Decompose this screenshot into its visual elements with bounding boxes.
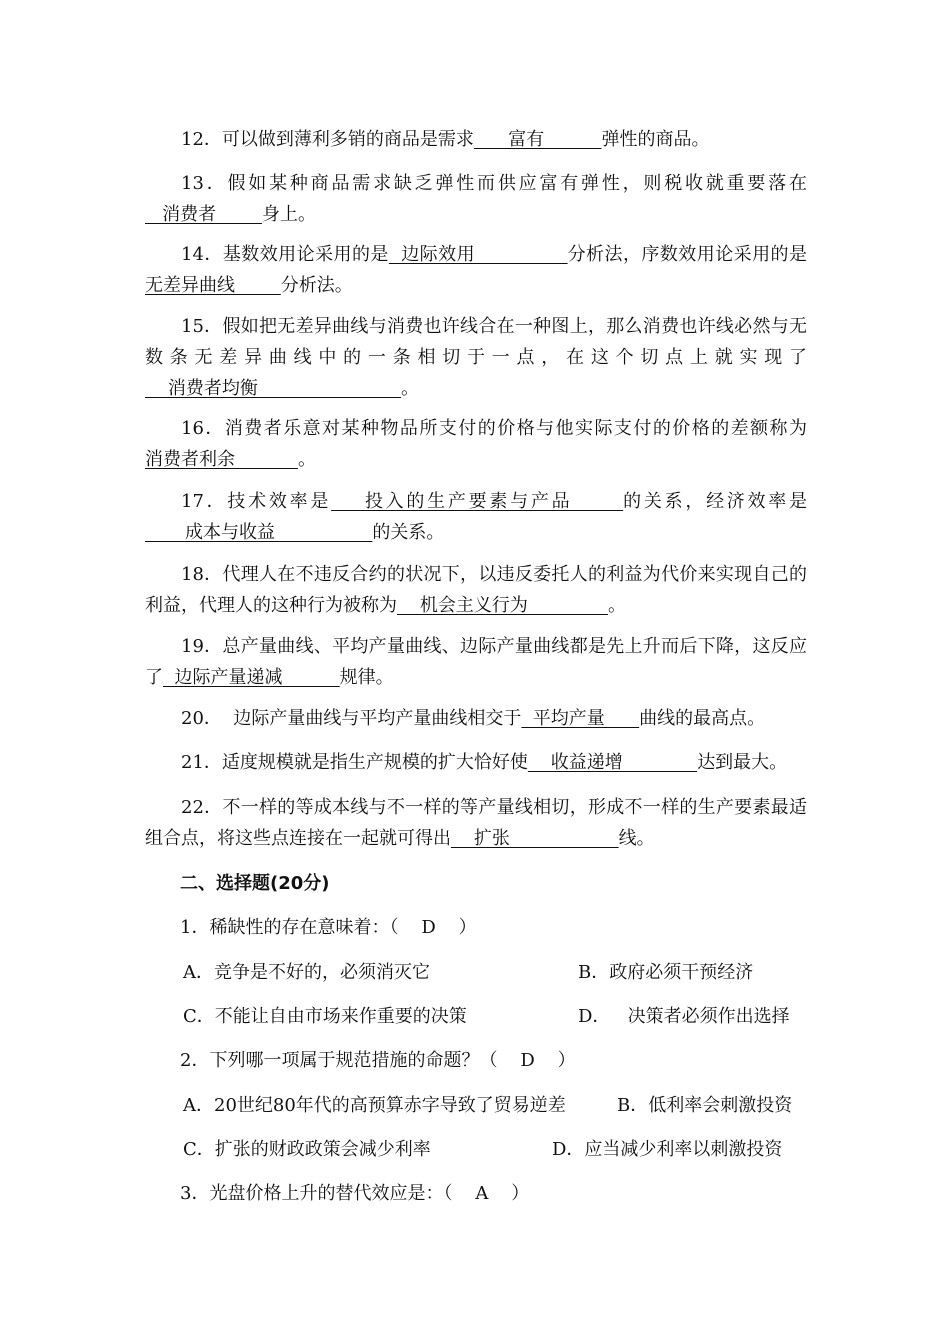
question-number: 19． [181, 636, 223, 657]
question-text: 弹性的商品。 [601, 129, 710, 150]
fill-in-question-19 [145, 631, 807, 693]
option-d: D． 决策者必须作出选择 [578, 1006, 790, 1027]
answer-blank: 消费者均衡 [145, 378, 401, 399]
question-text: 身上。 [261, 204, 316, 225]
answer-blank: 富有 [473, 129, 602, 150]
question-number: 16． [181, 418, 225, 439]
answer-blank: 消费者 [145, 204, 262, 225]
question-text: 假如把无差异曲线与消费也许线合在一种图上，那么消费也许线必然与无数条无差异曲线中的一条相切于一点，在这个切点上就实现了 [145, 316, 808, 368]
fill-in-question-18 [145, 559, 807, 621]
fill-in-question-20 [145, 703, 807, 734]
question-text: 不一样的等成本线与不一样的等产量线相切，形成不一样的生产要素最适组合点，将这些点连接在一起就可得出 [145, 797, 808, 849]
fill-in-question-13 [145, 168, 807, 230]
answer-blank: 成本与收益 [145, 522, 373, 543]
question-text: 的关系。 [372, 522, 445, 543]
answer-blank: 消费者利余 [145, 449, 298, 470]
answer-blank: 扩张 [451, 828, 619, 849]
question-number: 17． [181, 491, 228, 512]
answer-blank: 机会主义行为 [397, 595, 608, 616]
option-a: A．20世纪80年代的高预算赤字导致了贸易逆差 [183, 1095, 566, 1116]
answer-blank: 无差异曲线 [145, 275, 281, 296]
question-text: 分析法，序数效用论采用的是 [567, 244, 808, 265]
question-text: 可以做到薄利多销的商品是需求 [221, 129, 474, 150]
option-c: C．扩张的财政政策会减少利率 [183, 1139, 431, 1160]
answer-blank: 平均产量 [521, 708, 640, 729]
option-c: C．不能让自由市场来作重要的决策 [183, 1006, 467, 1027]
fill-in-question-22 [145, 792, 807, 854]
question-number: 14． [181, 244, 223, 265]
question-text: 适度规模就是指生产规模的扩大恰好使 [221, 752, 528, 773]
fill-in-question-21 [145, 747, 807, 778]
question-number: 18． [181, 564, 223, 585]
question-text: 总产量曲线、平均产量曲线、边际产量曲线都是先上升而后下降，这反应了 [145, 636, 808, 688]
answer-blank: 边际产量递减 [163, 667, 340, 688]
question-text: 的关系，经济效率是 [623, 491, 808, 512]
section-heading: 二、选择题(20分) [180, 873, 330, 894]
fill-in-question-12 [145, 124, 807, 155]
question-text: 。 [608, 595, 626, 616]
option-b: B．政府必须干预经济 [578, 962, 754, 983]
question-text: 达到最大。 [697, 752, 788, 773]
question-number: 22． [181, 797, 223, 818]
option-d: D．应当减少利率以刺激投资 [552, 1139, 783, 1160]
question-text: 基数效用论采用的是 [222, 244, 389, 265]
choice-question-2: 2．下列哪一项属于规范措施的命题？（ D ） [180, 1050, 576, 1071]
question-text: 假如某种商品需求缺乏弹性而供应富有弹性，则税收就重要落在 [227, 173, 807, 194]
fill-in-question-14 [145, 239, 807, 301]
answer-blank: 收益递增 [527, 752, 698, 773]
choice-question-1: 1．稀缺性的存在意味着：（ D ） [180, 917, 477, 938]
question-number: 15． [181, 316, 223, 337]
answer-blank: 投入的生产要素与产品 [331, 491, 624, 512]
question-number: 21． [181, 752, 222, 773]
option-a: A．竞争是不好的，必须消灭它 [183, 962, 430, 983]
question-text: 代理人在不违反合约的状况下，以违反委托人的利益为代价来实现自己的利益，代理人的这种行为被称为 [145, 564, 808, 616]
question-text: 消费者乐意对某种物品所支付的价格与他实际支付的价格的差额称为 [224, 418, 808, 439]
option-b: B．低利率会刺激投资 [617, 1095, 793, 1116]
fill-in-question-15 [145, 311, 807, 404]
question-text: 线。 [618, 828, 655, 849]
question-number: 12． [181, 129, 222, 150]
fill-in-question-16 [145, 413, 807, 475]
question-number: 13． [181, 173, 228, 194]
fill-in-question-17 [145, 486, 807, 548]
answer-blank: 边际效用 [388, 244, 568, 265]
choice-question-3: 3．光盘价格上升的替代效应是：（ A ） [180, 1183, 530, 1204]
question-text: 曲线的最高点。 [639, 708, 766, 729]
question-text: 。 [297, 449, 316, 470]
question-text: 分析法。 [280, 275, 353, 296]
question-text: 规律。 [339, 667, 394, 688]
question-text: 技术效率是 [227, 491, 332, 512]
question-number: 20． [181, 708, 222, 729]
question-text: 。 [400, 378, 419, 399]
question-text: 边际产量曲线与平均产量曲线相交于 [221, 708, 522, 729]
